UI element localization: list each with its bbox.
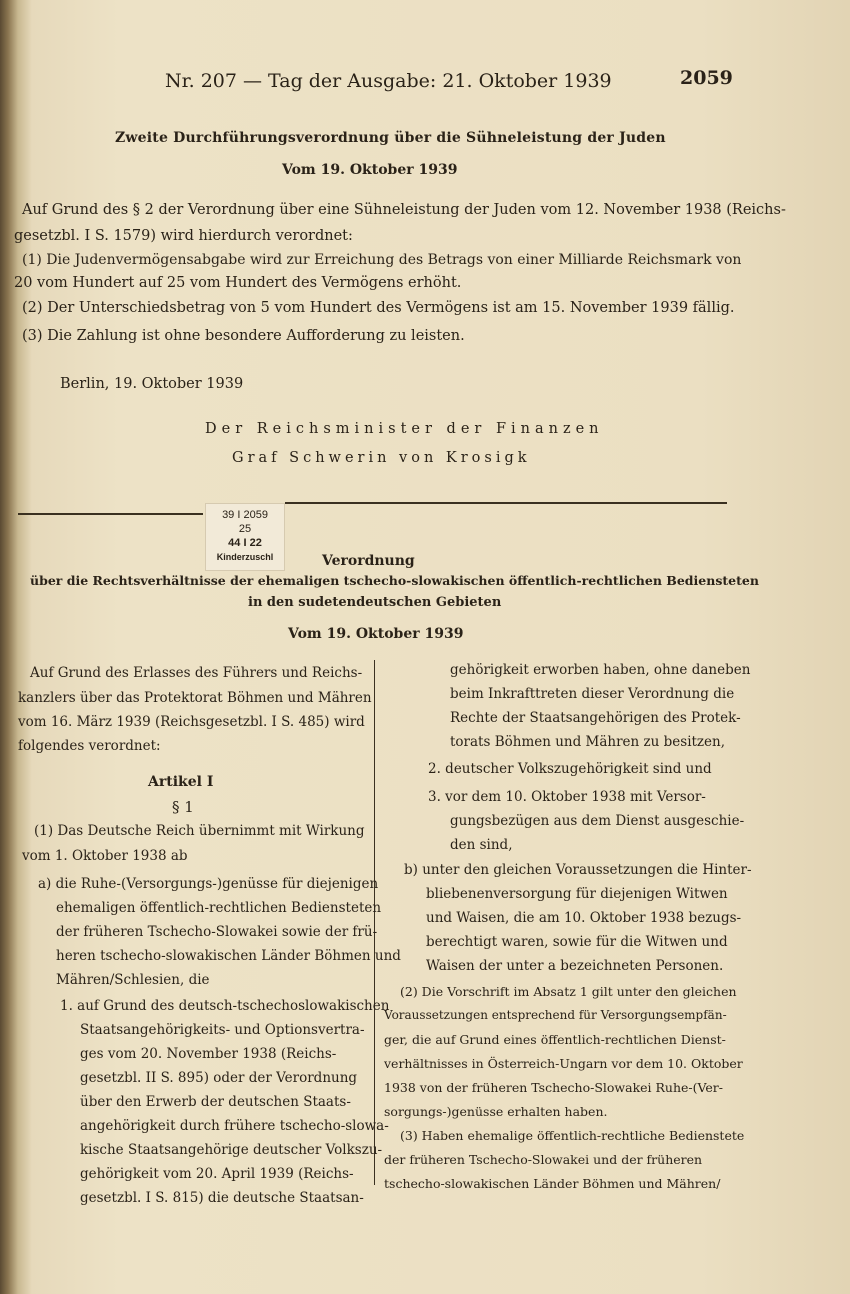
left-column-line: (1) Das Deutsche Reich übernimmt mit Wirkung xyxy=(34,823,365,839)
right-column-line: (3) Haben ehemalige öffentlich-rechtliche Bedienstete xyxy=(400,1128,745,1143)
section1-paragraph: (1) Die Judenvermögensabgabe wird zur Erreichung des Betrags von einer Milliarde Reichsmark von xyxy=(22,252,742,268)
right-column-line: gungsbezügen aus dem Dienst ausgeschie- xyxy=(450,813,745,829)
stamp-line: 39 I 2059 xyxy=(222,509,268,521)
section2-date: Vom 19. Oktober 1939 xyxy=(288,626,464,642)
right-column-line: den sind, xyxy=(450,837,513,853)
left-column-line: Staatsangehörigkeits- und Optionsvertra- xyxy=(80,1022,365,1038)
section1-date: Vom 19. Oktober 1939 xyxy=(282,162,458,178)
section1-intro-line: Auf Grund des § 2 der Verordnung über eine Sühneleistung der Juden vom 12. November 1938 (Reichs- xyxy=(22,202,786,218)
left-column-line: gehörigkeit vom 20. April 1939 (Reichs- xyxy=(80,1166,354,1182)
archive-stamp xyxy=(205,503,285,571)
left-column-line: heren tschecho-slowakischen Länder Böhmen und xyxy=(56,948,401,964)
page-header: Nr. 207 — Tag der Ausgabe: 21. Oktober 1939 xyxy=(165,70,612,92)
left-column-line: folgendes verordnet: xyxy=(18,738,161,754)
left-column-line: Mähren/Schlesien, die xyxy=(56,972,210,988)
section1-paragraph: 20 vom Hundert auf 25 vom Hundert des Vermögens erhöht. xyxy=(14,275,462,291)
left-column-line: kische Staatsangehörige deutscher Volkszu- xyxy=(80,1142,383,1158)
section1-paragraph: (2) Der Unterschiedsbetrag von 5 vom Hundert des Vermögens ist am 15. November 1939 fällig. xyxy=(22,300,735,316)
right-column-line: Voraussetzungen entsprechend für Versorgungsempfän- xyxy=(384,1008,727,1022)
left-column-line: 1. auf Grund des deutsch-tschechoslowakischen xyxy=(60,998,390,1014)
right-column-line: beim Inkrafttreten dieser Verordnung die xyxy=(450,686,735,702)
column-divider xyxy=(374,660,375,1185)
section2-title: Verordnung xyxy=(322,553,415,569)
signatory-title: Der Reichsminister der Finanzen xyxy=(205,421,604,437)
section1-title: Zweite Durchführungsverordnung über die Sühneleistung der Juden xyxy=(115,130,666,146)
left-column-line: über den Erwerb der deutschen Staats- xyxy=(80,1094,351,1110)
right-column-line: verhältnisses in Österreich-Ungarn vor dem 10. Oktober xyxy=(384,1056,743,1071)
divider-rule-right xyxy=(285,502,727,504)
right-column-line: 2. deutscher Volkszugehörigkeit sind und xyxy=(428,761,712,777)
right-column-line: gehörigkeit erworben haben, ohne daneben xyxy=(450,662,751,678)
left-column-line: vom 16. März 1939 (Reichsgesetzbl. I S. 485) wird xyxy=(18,714,365,730)
left-column-line: gesetzbl. I S. 815) die deutsche Staatsan- xyxy=(80,1190,364,1206)
right-column-line: torats Böhmen und Mähren zu besitzen, xyxy=(450,734,726,750)
left-column-line: angehörigkeit durch frühere tschecho-slowa- xyxy=(80,1118,389,1134)
right-column-line: Rechte der Staatsangehörigen des Protek- xyxy=(450,710,741,726)
right-column-line: tschecho-slowakischen Länder Böhmen und Mähren/ xyxy=(384,1176,721,1191)
right-column-line: berechtigt waren, sowie für die Witwen und xyxy=(426,934,728,950)
divider-rule-left xyxy=(18,513,203,515)
section2-subtitle: über die Rechtsverhältnisse der ehemaligen tschecho-slowakischen öffentlich-rechtlichen Bediensteten xyxy=(30,573,759,588)
signatory-name: Graf Schwerin von Krosigk xyxy=(232,450,531,466)
place-date: Berlin, 19. Oktober 1939 xyxy=(60,376,244,392)
left-column-line: a) die Ruhe-(Versorgungs-)genüsse für diejenigen xyxy=(38,876,379,892)
right-column-line: der früheren Tschecho-Slowakei und der früheren xyxy=(384,1152,703,1167)
paragraph-heading: § 1 xyxy=(172,798,194,816)
right-column-line: bliebenenversorgung für diejenigen Witwen xyxy=(426,886,728,902)
stamp-line: Kinderzuschl xyxy=(216,552,274,562)
left-column-line: vom 1. Oktober 1938 ab xyxy=(22,848,188,864)
section2-subtitle: in den sudetendeutschen Gebieten xyxy=(248,595,502,610)
article-heading: Artikel I xyxy=(148,774,214,790)
left-column-line: ehemaligen öffentlich-rechtlichen Bediensteten xyxy=(56,900,382,916)
right-column-line: ger, die auf Grund eines öffentlich-rechtlichen Dienst- xyxy=(384,1032,726,1047)
right-column-line: Waisen der unter a bezeichneten Personen. xyxy=(426,958,724,974)
page-number: 2059 xyxy=(680,67,733,89)
left-column-line: der früheren Tschecho-Slowakei sowie der frü- xyxy=(56,924,378,940)
right-column-line: und Waisen, die am 10. Oktober 1938 bezugs- xyxy=(426,910,742,926)
left-column-line: ges vom 20. November 1938 (Reichs- xyxy=(80,1046,337,1062)
left-column-line: kanzlers über das Protektorat Böhmen und Mähren xyxy=(18,690,372,706)
right-column-line: (2) Die Vorschrift im Absatz 1 gilt unter den gleichen xyxy=(400,984,737,999)
stamp-line: 44 I 22 xyxy=(228,537,262,549)
section1-paragraph: (3) Die Zahlung ist ohne besondere Aufforderung zu leisten. xyxy=(22,328,465,344)
right-column-line: 1938 von der früheren Tschecho-Slowakei Ruhe-(Ver- xyxy=(384,1080,724,1095)
left-column-line: gesetzbl. II S. 895) oder der Verordnung xyxy=(80,1070,358,1086)
stamp-line: 25 xyxy=(238,523,252,535)
right-column-line: sorgungs-)genüsse erhalten haben. xyxy=(384,1104,608,1119)
right-column-line: 3. vor dem 10. Oktober 1938 mit Versor- xyxy=(428,789,706,805)
left-column-line: Auf Grund des Erlasses des Führers und Reichs- xyxy=(30,665,363,681)
right-column-line: b) unter den gleichen Voraussetzungen die Hinter- xyxy=(404,862,752,878)
section1-intro-line: gesetzbl. I S. 1579) wird hierdurch verordnet: xyxy=(14,228,353,244)
